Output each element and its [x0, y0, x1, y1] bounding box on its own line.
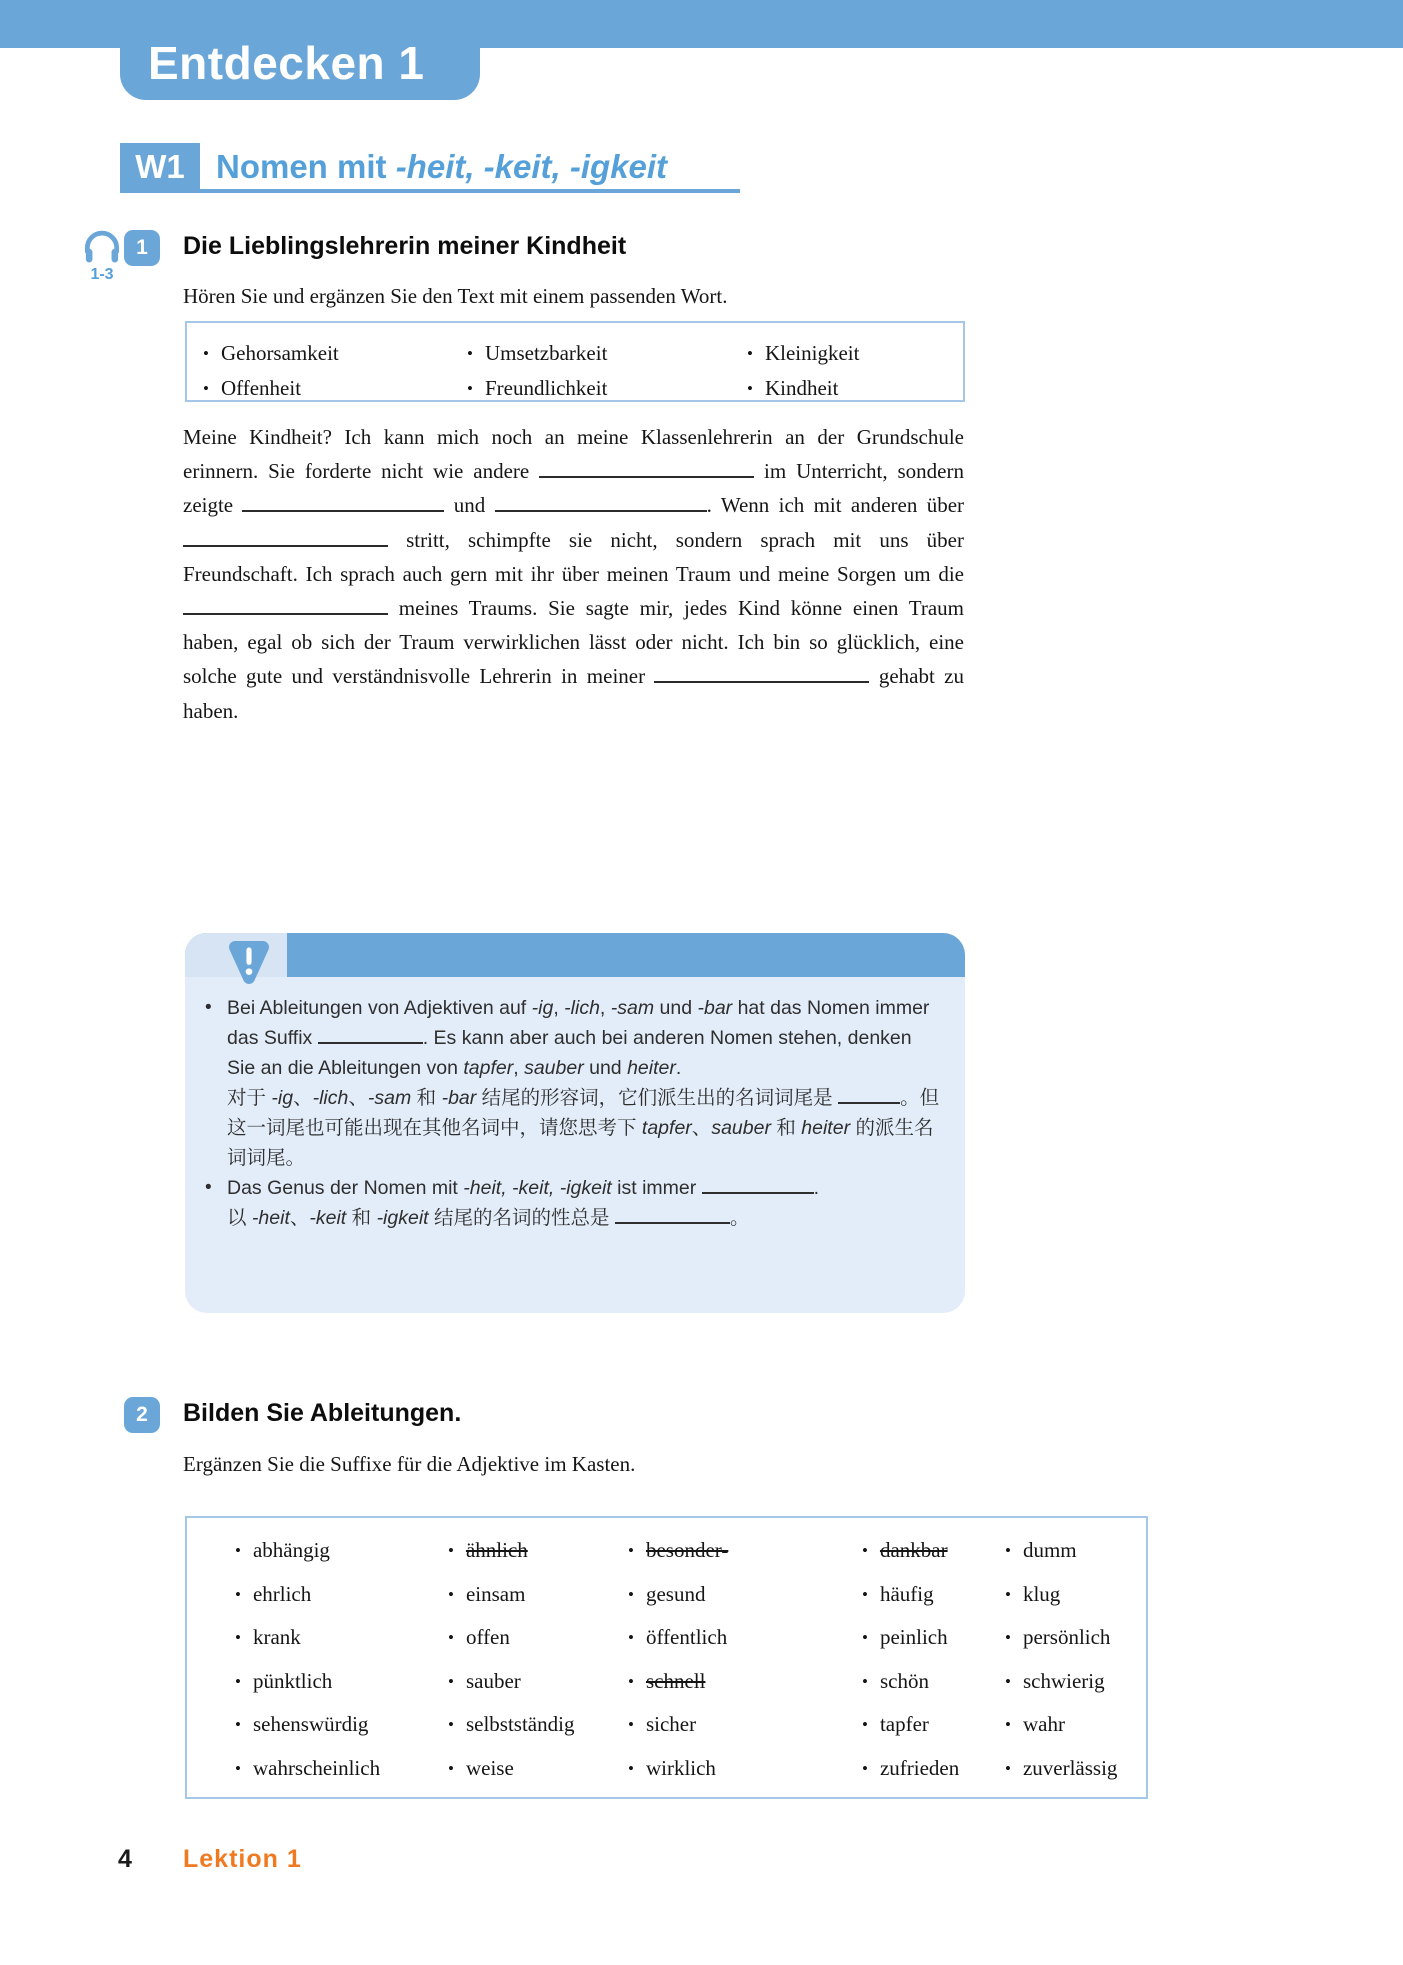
word-item: [235, 1747, 448, 1791]
italic-term: sauber: [524, 1057, 584, 1079]
bullet-icon: •: [628, 1584, 634, 1604]
word-item: [235, 1616, 448, 1660]
word-item: [628, 1703, 862, 1747]
bullet-icon: •: [1005, 1671, 1011, 1691]
bullet-icon: •: [448, 1584, 454, 1604]
italic-term: sauber: [711, 1117, 771, 1139]
word: weise: [465, 1755, 514, 1780]
bullet-icon: •: [747, 379, 753, 398]
word-item: [448, 1660, 628, 1704]
page-number: 4: [118, 1845, 132, 1873]
word-item: [747, 371, 859, 406]
exercise1-number-badge: 1: [124, 230, 160, 266]
word: peinlich: [879, 1625, 948, 1649]
page-title: Entdecken 1: [148, 37, 425, 89]
word-item: [862, 1616, 1005, 1660]
word-item: [628, 1747, 862, 1791]
word-item: [448, 1747, 628, 1791]
word-item: [628, 1529, 862, 1573]
word-item: [1005, 1573, 1117, 1617]
word: Umsetzbarkeit: [484, 341, 608, 365]
fill-in-blank: [495, 496, 707, 512]
word: Freundlichkeit: [484, 376, 608, 400]
bullet-icon: •: [862, 1671, 868, 1691]
bullet-icon: •: [448, 1758, 454, 1778]
word: persönlich: [1022, 1625, 1111, 1649]
word: Kleinigkeit: [764, 341, 860, 365]
word-item: [628, 1660, 862, 1704]
section-underline: [120, 189, 740, 193]
bullet-icon: •: [235, 1628, 241, 1647]
word-item: [862, 1660, 1005, 1704]
italic-term: -lich: [312, 1087, 349, 1109]
word-item: [1005, 1747, 1117, 1791]
bullet-icon: •: [235, 1758, 241, 1778]
word-item: [862, 1529, 1005, 1573]
bullet-icon: •: [1005, 1584, 1011, 1604]
word: schwierig: [1022, 1668, 1105, 1693]
note-bullet-2-text: Das Genus der Nomen mit -heit, -keit, -igkeit ist immer . 以 -heit、-keit 和 -igkeit 结尾的名词的性总是 。: [227, 1177, 820, 1229]
word-item: [235, 1573, 448, 1617]
word-column: [448, 1529, 628, 1797]
adjective-box: [185, 1516, 1148, 1799]
word-item: [235, 1529, 448, 1573]
italic-term: tapfer: [641, 1117, 692, 1139]
word: abhängig: [252, 1538, 330, 1562]
word-column: [747, 336, 859, 400]
fill-in-blank: [183, 599, 388, 615]
word: zuverlässig: [1022, 1755, 1118, 1780]
word-item: [448, 1573, 628, 1617]
italic-term: -bar: [697, 997, 733, 1019]
fill-in-blank: [654, 667, 869, 683]
bullet-icon: •: [235, 1541, 241, 1560]
bullet-icon: •: [628, 1671, 634, 1691]
word: öffentlich: [645, 1625, 728, 1649]
bullet-icon: •: [1005, 1758, 1011, 1778]
bullet-icon: •: [203, 379, 209, 398]
bullet-icon: •: [205, 1177, 212, 1198]
italic-term: heiter: [801, 1117, 851, 1139]
bullet-icon: •: [1005, 1715, 1011, 1734]
word-item: [862, 1747, 1005, 1791]
word-struck: schnell: [645, 1668, 706, 1693]
bullet-icon: •: [862, 1628, 868, 1647]
bullet-icon: •: [747, 344, 753, 363]
fill-in-blank: [242, 496, 444, 512]
bullet-icon: •: [448, 1628, 454, 1647]
italic-term: heiter: [627, 1057, 676, 1079]
bullet-icon: •: [628, 1541, 634, 1560]
section-title-suffixes: -heit, -keit, -igkeit: [395, 148, 668, 185]
word: dumm: [1022, 1538, 1077, 1562]
note-bullet-2: [205, 1173, 943, 1233]
word-column: [467, 336, 747, 400]
word-item: [862, 1573, 1005, 1617]
bullet-icon: •: [862, 1758, 868, 1778]
bullet-icon: •: [862, 1715, 868, 1734]
grammar-note-box: [185, 933, 965, 1313]
headphones-icon: [80, 224, 124, 268]
word-choice-box: [185, 321, 965, 402]
header-tab: [120, 0, 480, 100]
italic-term: -ig: [531, 997, 554, 1019]
section-w1: [120, 143, 667, 191]
word: sicher: [645, 1712, 697, 1736]
bullet-icon: •: [862, 1584, 868, 1604]
bullet-icon: •: [467, 379, 473, 398]
note-header-band: [185, 933, 965, 977]
word: selbstständig: [465, 1712, 575, 1736]
italic-term: tapfer: [463, 1057, 514, 1079]
italic-term: -keit: [309, 1207, 347, 1229]
word-item: [235, 1660, 448, 1704]
word-item: [448, 1616, 628, 1660]
warning-icon: [227, 938, 271, 988]
bullet-icon: •: [235, 1671, 241, 1691]
bullet-icon: •: [205, 997, 212, 1018]
fill-in-blank: [183, 531, 388, 547]
fill-in-blank: [838, 1090, 900, 1104]
note-bullet-1: [205, 993, 943, 1173]
word: wahrscheinlich: [252, 1755, 381, 1780]
note-bullet-1-text: Bei Ableitungen von Adjektiven auf -ig, -lich, -sam und -bar hat das Nomen immer das Suffix . Es kann aber auch bei anderen Nomen stehen, denken Sie an die Ableitungen von tapfer, sauber und heiter. 对于 -ig、-lich、-sam 和 -bar 结尾的形容词，它们派生出的名词词尾是 。但这一词尾也可能出现在其他名词中，请您思考下 tapfer、sauber 和 heiter 的派生名词词尾。: [227, 997, 940, 1169]
audio-track-label: 1-3: [90, 266, 114, 283]
lesson-label: Lektion 1: [183, 1845, 302, 1873]
word-column: [1005, 1529, 1117, 1797]
italic-term: -sam: [367, 1087, 412, 1109]
word-item: [203, 371, 467, 406]
exercise2-title: Bilden Sie Ableitungen.: [183, 1399, 462, 1427]
section-title: [216, 148, 667, 186]
word-column: [203, 336, 467, 400]
italic-term: -igkeit: [376, 1207, 429, 1229]
word-item: [628, 1616, 862, 1660]
word: schön: [879, 1668, 929, 1693]
word-item: [1005, 1616, 1117, 1660]
word-column: [628, 1529, 862, 1797]
section-title-plain: Nomen mit: [216, 148, 396, 185]
word-item: [448, 1529, 628, 1573]
word: klug: [1022, 1581, 1061, 1606]
word-struck: besonder-: [645, 1538, 729, 1562]
word: wirklich: [645, 1755, 716, 1780]
bullet-icon: •: [235, 1715, 241, 1734]
word-item: [1005, 1660, 1117, 1704]
bullet-icon: •: [1005, 1541, 1011, 1560]
word-item: [467, 371, 747, 406]
italic-term: -lich: [564, 997, 600, 1019]
word-struck: dankbar: [879, 1538, 948, 1562]
word-item: [862, 1703, 1005, 1747]
word: sehenswürdig: [252, 1712, 369, 1736]
word-column: [862, 1529, 1005, 1797]
gap-fill-paragraph: Meine Kindheit? Ich kann mich noch an meine Klassenlehrerin an der Grundschule erinnern. Sie forderte nicht wie andere im Unterricht, sondern zeigte und . Wenn ich mit anderen über stritt, schimpfte sie nicht, sondern sprach mit uns über Freundschaft. Ich sprach auch gern mit ihr über meinen Traum und meine Sorgen um die meines Traums. Sie sagte mir, jedes Kind könne einen Traum haben, egal ob sich der Traum verwirklichen lässt oder nicht. Ich bin so glücklich, eine solche gute und verständnisvolle Lehrerin in meiner gehabt zu haben.: [183, 425, 965, 723]
note-content: [205, 993, 943, 1233]
exercise1-title: Die Lieblingslehrerin meiner Kindheit: [183, 232, 627, 260]
exercise1-instruction: Hören Sie und ergänzen Sie den Text mit einem passenden Wort.: [183, 284, 728, 308]
section-badge: W1: [120, 143, 200, 191]
bullet-icon: •: [448, 1715, 454, 1734]
fill-in-blank: [318, 1030, 423, 1044]
word: sauber: [465, 1668, 521, 1693]
word-item: [467, 336, 747, 371]
word: krank: [252, 1625, 301, 1649]
word: Offenheit: [220, 376, 302, 400]
bullet-icon: •: [467, 344, 473, 363]
word: zufrieden: [879, 1755, 960, 1780]
word: tapfer: [879, 1712, 929, 1736]
italic-term: -heit: [251, 1207, 290, 1229]
word-column: [235, 1529, 448, 1797]
bullet-icon: •: [1005, 1628, 1011, 1647]
word: häufig: [879, 1581, 934, 1606]
word: gesund: [645, 1581, 706, 1606]
fill-in-blank: [539, 462, 754, 478]
word: einsam: [465, 1581, 526, 1606]
bullet-icon: •: [628, 1758, 634, 1778]
word: ehrlich: [252, 1581, 312, 1606]
word-item: [448, 1703, 628, 1747]
word-struck: ähnlich: [465, 1538, 528, 1562]
word-item: [203, 336, 467, 371]
word-item: [628, 1573, 862, 1617]
fill-in-blank: [615, 1210, 730, 1224]
italic-term: -bar: [441, 1087, 477, 1109]
italic-term: -sam: [610, 997, 655, 1019]
word: Gehorsamkeit: [220, 341, 339, 365]
exercise2-instruction: Ergänzen Sie die Suffixe für die Adjektive im Kasten.: [183, 1452, 636, 1476]
word: wahr: [1022, 1712, 1065, 1736]
word: pünktlich: [252, 1668, 333, 1693]
word: Kindheit: [764, 376, 839, 400]
bullet-icon: •: [203, 344, 209, 363]
word-item: [235, 1703, 448, 1747]
fill-in-blank: [702, 1180, 814, 1194]
word-item: [1005, 1529, 1117, 1573]
bullet-icon: •: [862, 1541, 868, 1560]
word-item: [1005, 1703, 1117, 1747]
italic-term: -ig: [271, 1087, 294, 1109]
bullet-icon: •: [448, 1671, 454, 1691]
bullet-icon: •: [628, 1628, 634, 1647]
word: offen: [465, 1625, 510, 1649]
bullet-icon: •: [235, 1584, 241, 1604]
exercise2-number-badge: 2: [124, 1397, 160, 1433]
bullet-icon: •: [448, 1541, 454, 1560]
bullet-icon: •: [628, 1715, 634, 1734]
word-item: [747, 336, 859, 371]
italic-term: -heit, -keit, -igkeit: [463, 1177, 612, 1199]
